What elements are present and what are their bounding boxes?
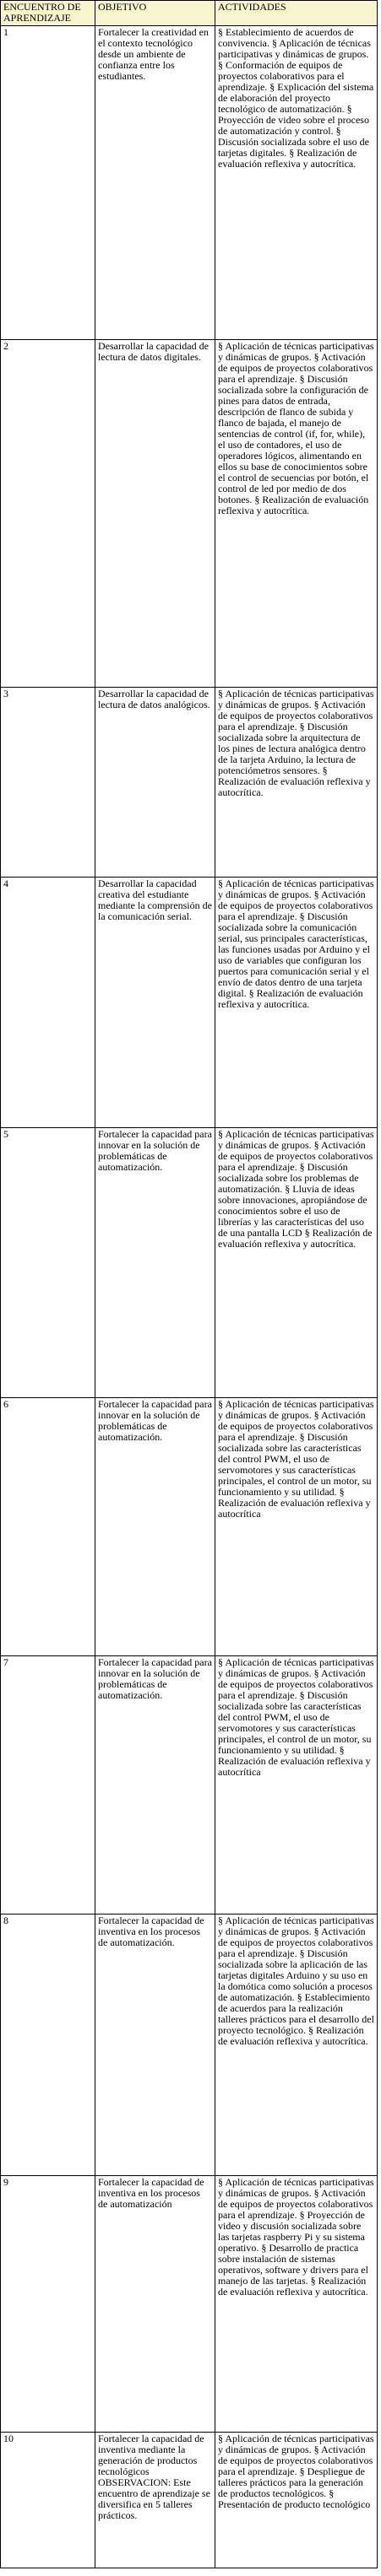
table-row [1,688,378,878]
actividades-cell: § Establecimiento de acuerdos de convivencia. § Aplicación de técnicas participativas y dinámicas de grupos. § Conformación de equipos de proyectos colaborativos para el aprendizaje. § Explicación del sistema de elaboración del proyecto tecnológico de automatización. § Proyección de video sobre el proceso de automatización y control. § Discusión socializada sobre el uso de tarjetas digitales. § Realización de evaluación reflexiva y autocrítica. [215,26,378,340]
encuentro-number: 8 [1,1914,95,2176]
encuentro-number: 6 [1,1398,95,1656]
objetivo-cell: Fortalecer la capacidad de inventiva mediante la generación de productos tecnológicos OBSERVACION: Este encuentro de aprendizaje se diversifica en 5 talleres prácticos. [95,2433,215,2568]
objetivo-cell: Fortalecer la capacidad para innovar en la solución de problemáticas de automatización. [95,1398,215,1656]
table-header-row [1,1,378,26]
objetivo-cell: Desarrollar la capacidad de lectura de datos digitales. [95,340,215,688]
actividades-cell: § Aplicación de técnicas participativas y dinámicas de grupos. § Activación de equipos de proyectos colaborativos para el aprendizaje. § Proyección de video y discusión socializada sobre las tarjetas raspberry Pi y su sistema operativo. § Desarrollo de practica sobre instalación de sistemas operativos, software y drivers para el manejo de las tarjetas. § Realización de evaluación reflexiva y autocrítica. [215,2176,378,2433]
encuentro-number: 7 [1,1656,95,1914]
actividades-cell: § Aplicación de técnicas participativas y dinámicas de grupos. § Activación de equipos de proyectos colaborativos para el aprendizaje. § Discusión socializada sobre la configuración de pines para datos de entrada, descripción de flanco de subida y flanco de bajada, el manejo de sentencias de control (if, for, while), el uso de contadores, el uso de operadores lógicos, alimentando en ellos su base de conocimientos sobre el control de secuencias por botón, el control de led por medio de dos botones. § Realización de evaluación reflexiva y autocrítica. [215,340,378,688]
table-row [1,1914,378,2176]
objetivo-cell: Desarrollar la capacidad de lectura de datos analógicos. [95,688,215,878]
objetivo-cell: Fortalecer la capacidad para innovar en la solución de problemáticas de automatización. [95,1656,215,1914]
table-row [1,340,378,688]
encuentro-number: 2 [1,340,95,688]
actividades-cell: § Aplicación de técnicas participativas y dinámicas de grupos. § Activación de equipos de proyectos colaborativos para el aprendizaje. § Discusión socializada sobre la arquitectura de los pines de lectura analógica dentro de la tarjeta Arduino, la lectura de potenciómetros sensores. § Realización de evaluación reflexiva y autocrítica. [215,688,378,878]
objetivo-cell: Fortalecer la creatividad en el contexto tecnológico desde un ambiente de confianza entre los estudiantes. [95,26,215,340]
table-row [1,26,378,340]
header-actividades: ACTIVIDADES [215,1,378,26]
encuentro-number: 10 [1,2433,95,2568]
encuentro-number: 1 [1,26,95,340]
objetivo-cell: Fortalecer la capacidad para innovar en la solución de problemáticas de automatización. [95,1128,215,1398]
table-row [1,1398,378,1656]
table-row [1,2176,378,2433]
objetivo-cell: Desarrollar la capacidad creativa del estudiante mediante la comprensión de la comunicación serial. [95,878,215,1128]
header-encuentro: ENCUENTRO DE APRENDIZAJE [1,1,95,26]
actividades-cell: § Aplicación de técnicas participativas y dinámicas de grupos. § Activación de equipos de proyectos colaborativos para el aprendizaje. § Discusión socializada sobre la aplicación de las tarjetas digitales Arduino y su uso en la domótica como solución a procesos de automatización. § Establecimiento de acuerdos para la realización talleres prácticos para el desarrollo del proyecto tecnológico. § Realización de evaluación reflexiva y autocrítica. [215,1914,378,2176]
actividades-cell: § Aplicación de técnicas participativas y dinámicas de grupos. § Activación de equipos de proyectos colaborativos para el aprendizaje. § Discusión socializada sobre los problemas de automatización. § Lluvia de ideas sobre innovaciones, apropiándose de conocimientos sobre el uso de librerías y las características del uso de una pantalla LCD § Realización de evaluación reflexiva y autocrítica. [215,1128,378,1398]
encuentro-number: 9 [1,2176,95,2433]
table-row [1,1128,378,1398]
encuentro-number: 4 [1,878,95,1128]
header-objetivo: OBJETIVO [95,1,215,26]
actividades-cell: § Aplicación de técnicas participativas y dinámicas de grupos. § Activación de equipos de proyectos colaborativos para el aprendizaje. § Discusión socializada sobre las características del control PWM, el uso de servomotores y sus características principales, el control de un motor, su funcionamiento y su utilidad. § Realización de evaluación reflexiva y autocrítica [215,1398,378,1656]
objetivo-cell: Fortalecer la capacidad de inventiva en los procesos de automatización [95,2176,215,2433]
encuentro-number: 5 [1,1128,95,1398]
encuentro-number: 3 [1,688,95,878]
table-row [1,878,378,1128]
table-row [1,2433,378,2568]
actividades-cell: § Aplicación de técnicas participativas y dinámicas de grupos. § Activación de equipos de proyectos colaborativos para el aprendizaje. § Despliegue de talleres prácticos para la generación de productos tecnológicos. § Presentación de producto tecnológico [215,2433,378,2568]
actividades-cell: § Aplicación de técnicas participativas y dinámicas de grupos. § Activación de equipos de proyectos colaborativos para el aprendizaje. § Discusión socializada sobre las características del control PWM, el uso de servomotores y sus características principales, el control de un motor, su funcionamiento y su utilidad. § Realización de evaluación reflexiva y autocrítica [215,1656,378,1914]
actividades-cell: § Aplicación de técnicas participativas y dinámicas de grupos. § Activación de equipos de proyectos colaborativos para el aprendizaje. § Discusión socializada sobre la comunicación serial, sus principales características, las funciones usadas por Arduino y el uso de variables que configuran los puertos para comunicación serial y el envío de datos dentro de una tarjeta digital. § Realización de evaluación reflexiva y autocrítica. [215,878,378,1128]
table-row [1,1656,378,1914]
objetivo-cell: Fortalecer la capacidad de inventiva en los procesos de automatización. [95,1914,215,2176]
